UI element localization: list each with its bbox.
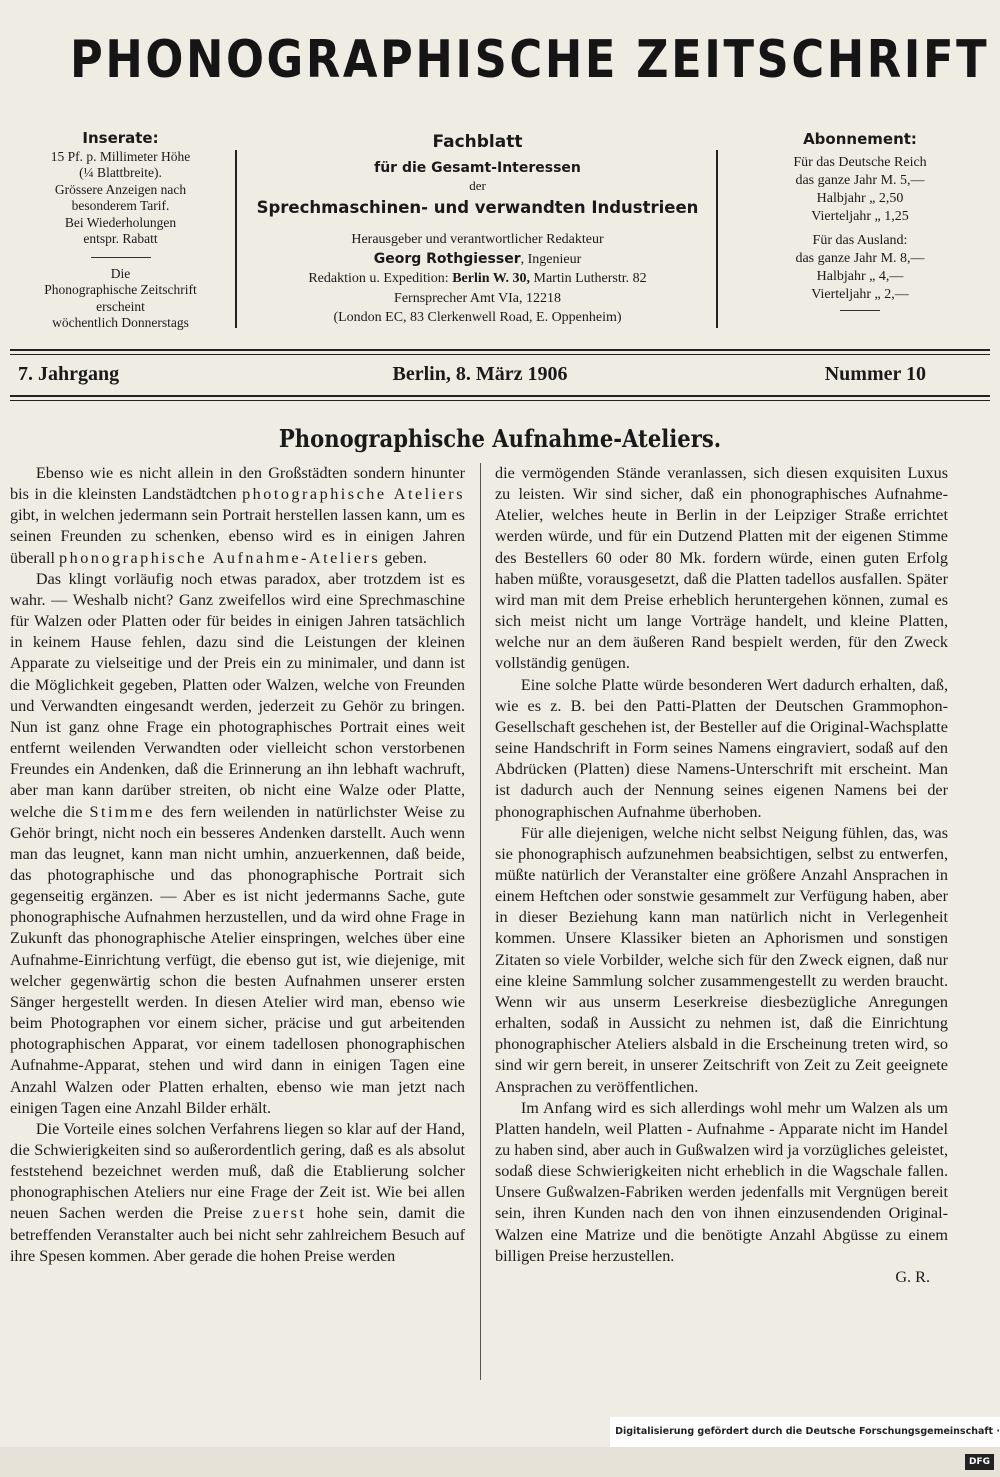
editor-name: Georg Rothgiesser — [373, 250, 521, 267]
digitization-footer — [610, 1417, 1000, 1467]
ads-line: 15 Pf. p. Millimeter Höhe — [50, 148, 191, 164]
ads-title: Inserate: — [82, 129, 159, 147]
text-run: gibt, in welchen jedermann sein Portrait herstellen lassen kann, um es seinen Freunden zu schenken, ebenso wird es in einigen Jahren überall — [10, 506, 465, 567]
ads-line: Bei Wiederholungen — [64, 214, 177, 230]
article-column-left — [10, 463, 465, 1267]
paragraph — [10, 1119, 465, 1267]
price-line: Vierteljahr „ 2,— — [811, 287, 909, 302]
article-column-right — [495, 463, 948, 1288]
schedule-line: Die — [110, 265, 131, 281]
text-run: Ebenso wie es nicht allein in den Großstädten sondern hinunter bis in die kleinsten Landstädtchen — [10, 464, 465, 504]
spaced-emphasis: zuerst — [252, 1204, 307, 1223]
rule-bottom-thin — [10, 400, 990, 401]
publication-info — [245, 130, 710, 328]
publisher-label: Herausgeber und verantwortlicher Redakteur — [351, 232, 604, 247]
paragraph: Im Anfang wird es sich allerdings wohl mehr um Walzen als um Platten handeln, weil Platten - Aufnahme - Apparate nicht im Handel zu haben sind, aber auch in Gußwalzen wird ja vorzügliches geleistet, sodaß diese Schwierigkeiten nicht erheblich in die Wagschale fallen. Unsere Gußwalzen-Fabriken werden jedenfalls mit Vergnügen bereit sein, ihren Kunden nach den von ihnen einzusendenden Original-Walzen eine Matrize und die benötigte Anzahl Abgüsse zu einem billigen Preise herzustellen. — [495, 1098, 948, 1265]
rule-top-thin — [10, 354, 990, 355]
dfg-logo: DFG — [965, 1454, 994, 1470]
paragraph: die vermögenden Stände veranlassen, sich diesen exquisiten Luxus zu leisten. Wir sind sicher, daß ein phonographisches Aufnahme-Atelier, welches heute in Berlin in der Leipziger Straße errichtet werden würde, und für ein Dutzend Platten mit der eigenen Stimme des Bestellers 60 oder 80 Mk. fordern würde, einen guten Erfolg haben müßte, vorausgesetzt, daß die Platten tadellos ausfallen. Später wird man mit dem Preise erheblich heruntergehen können, zumal es sich meist nicht um lange Vorträge handelt, und kleine Platten, welche nur an dem äußeren Rand bespielt werden, für den Zweck vollständig genügen. — [495, 464, 948, 673]
header-divider-left — [235, 150, 237, 328]
price-line: das ganze Jahr M. 8,— — [795, 251, 925, 266]
ads-line: (¼ Blattbreite). — [79, 165, 162, 180]
interests-line: für die Gesamt-Interessen — [374, 160, 581, 176]
issue-date: Berlin, 8. März 1906 — [392, 363, 568, 385]
price-line: Halbjahr „ 2,50 — [816, 191, 904, 206]
schedule-line: Phonographische Zeitschrift — [44, 282, 197, 297]
paragraph — [10, 463, 465, 569]
industries-line: Sprechmaschinen- und verwandten Industrieen — [256, 198, 699, 217]
masthead-title: PHONOGRAPHISCHE ZEITSCHRIFT — [70, 30, 990, 90]
editor-line — [245, 250, 710, 270]
redaktion-label: Redaktion u. Expedition: — [308, 271, 453, 286]
paragraph: Eine solche Platte würde besonderen Wert dadurch erhalten, daß, wie es z. B. bei den Patti-Platten der Deutschen Grammophon-Gesellschaft geschehen ist, der Besteller auf die Original-Wachsplatte seine Handschrift in Form seines Namens eingraviert, sodaß auf den Abdrücken (Platten) diese Namens-Unterschrift mit erscheint. Man ist dadurch auch der Nennung seines eigenen Namens bei der phonographischen Aufnahme überhoben. — [495, 675, 948, 821]
spaced-emphasis: photographische Ateliers — [242, 485, 465, 504]
text-run: des fern weilenden in natürlichster Weise zu Gehör bringt, nicht noch ein besseres Andenken darstellt. Auch wenn man das leugnet, kann man nicht umhin, anzuerkennen, daß beide, das photographische und das phonographische Portrait sich gegenseitig ergänzen. — Aber es ist nicht jedermanns Sache, gute phonographische Aufnahmen herzustellen, und da wird ohne Frage in Zukunft das phonographische Atelier einspringen, welches über eine Aufnahme-Einrichtung verfügt, die ebenso gut ist, wie diejenige, mit welcher gegenwärtig schon die besten Aufnahmen unserer ersten Sänger hergestellt werden. In diesen Atelier wird man, ebenso wie beim Photographen vor einem sicher, präcise und gut arbeitenden photographischen Apparat, vor einem tadellosen phonographischen Aufnahme-Apparat, stehen und wird dann in einigen Tagen eine Anzahl Walzen oder Platten erhalten, ebenso wie man jetzt nach einigen Tagen eine Anzahl Bilder erhält. — [10, 802, 465, 1117]
ads-line: entspr. Rabatt — [83, 231, 158, 246]
text-run: hohe sein, damit die betreffenden Veranstalter auch bei nicht sehr zahlreichem Besuch auf ihre Spesen kommen. Aber gerade die hohen Preise werden — [10, 1204, 465, 1265]
author-signature: G. R. — [895, 1267, 930, 1286]
header-divider-right — [716, 150, 718, 328]
ads-line: besonderem Tarif. — [71, 198, 170, 213]
advertising-info — [18, 130, 223, 332]
ads-line: Grössere Anzeigen nach — [54, 181, 187, 197]
london-line: (London EC, 83 Clerkenwell Road, E. Oppenheim) — [333, 310, 622, 325]
divider — [91, 257, 151, 258]
spaced-emphasis: Stimme — [89, 802, 155, 821]
price-line: Vierteljahr „ 1,25 — [811, 209, 909, 224]
schedule-line: wöchentlich Donnerstags — [52, 315, 189, 330]
rule-top — [10, 349, 990, 351]
reich-label: Für das Deutsche Reich — [793, 155, 927, 170]
spaced-emphasis: phonographische Aufnahme-Ateliers — [59, 548, 381, 567]
redaktion-city: Berlin W. 30, — [452, 271, 530, 286]
text-run: Das klingt vorläufig noch etwas paradox, aber trotzdem ist es wahr. — Weshalb nicht? Ganz zweifellos wird eine Sprechmaschine für Walzen oder Platten oder für beides in einigen Jahren tatsächlich in keinem Hause fehlen, dazu sind die Leistungen der kleinen Apparate zu vielseitige und der Preis ein zu minimaler, und dann ist die Möglichkeit gegeben, Platten oder Walzen, welche von Freunden und Verwandten eingesandt werden, jederzeit zu Gehör zu bringen. Nun ist ganz ohne Frage ein photographisches Portrait eines weit entfernt weilenden Verwandten oder vielleicht schon verstorbenen Freundes ein Andenken, daß die Erinnerung an ihn lebhaft wachruft, aber man kann darüber streiten, ob nicht eine Walze oder Platte, welche die — [10, 569, 465, 821]
price-line: Halbjahr „ 4,— — [816, 269, 904, 284]
subscription-info — [740, 130, 980, 317]
fachblatt-label: Fachblatt — [432, 132, 523, 152]
phone-line: Fernsprecher Amt VIa, 12218 — [394, 290, 561, 306]
text-run: geben. — [380, 548, 427, 567]
redaktion-street: Martin Lutherstr. 82 — [530, 271, 647, 286]
paragraph: Für alle diejenigen, welche nicht selbst Neigung fühlen, das, was sie phonographisch aufzunehmen beabsichtigen, selbst zu entwerfen, müßte natürlich der Veranstalter eine größere Anzahl Ansprachen in einem Heftchen oder sonstwie gesammelt zur Verfügung haben, aber in dieser Beziehung kann man natürlich nicht in Verlegenheit kommen. Unsere Klassiker bieten an Aphorismen und sonstigen Zitaten so viele Vorbilder, welche sich für den Zweck eignen, daß nur eine kleine Sammlung solcher zusammengestellt zu werden braucht. Wenn wir aus unserm Leserkreise diesbezügliche Anregungen erhalten, sodaß in Aussicht zu nehmen ist, daß die Einrichtung phonographischer Ateliers alsbald in die Erscheinung treten wird, so sind wir gern bereit, in unserer Zeitschrift von Zeit zu Zeit geeignete Ansprachen zu veröffentlichen. — [495, 823, 948, 1096]
ausland-label: Für das Ausland: — [812, 233, 908, 248]
editor-title: , Ingenieur — [520, 251, 582, 267]
volume-label: 7. Jahrgang — [18, 363, 120, 385]
paragraph — [10, 569, 465, 1119]
rule-bottom — [10, 395, 990, 397]
footer-text: Digitalisierung gefördert durch die Deutsche Forschungsgemeinschaft · — [615, 1426, 1000, 1437]
divider — [840, 310, 880, 311]
schedule-line: erscheint — [96, 298, 145, 314]
subscription-title: Abonnement: — [803, 130, 917, 148]
redaktion-line — [245, 269, 710, 289]
column-separator — [480, 463, 481, 1380]
price-line: das ganze Jahr M. 5,— — [795, 173, 925, 188]
text-run: Die Vorteile eines solchen Verfahrens liegen so klar auf der Hand, die Schwierigkeiten sind so außerordentlich gering, daß es als absolut feststehend bezeichnet werden muß, daß die Etablierung solcher phonographischen Ateliers nur eine Frage der Zeit ist. Wie bei allen neuen Sachen werden die Preise — [10, 1119, 465, 1223]
issue-number: Nummer 10 — [824, 363, 926, 385]
article-title: Phonographische Aufnahme-Ateliers. — [278, 424, 722, 453]
der-line: der — [469, 178, 486, 193]
